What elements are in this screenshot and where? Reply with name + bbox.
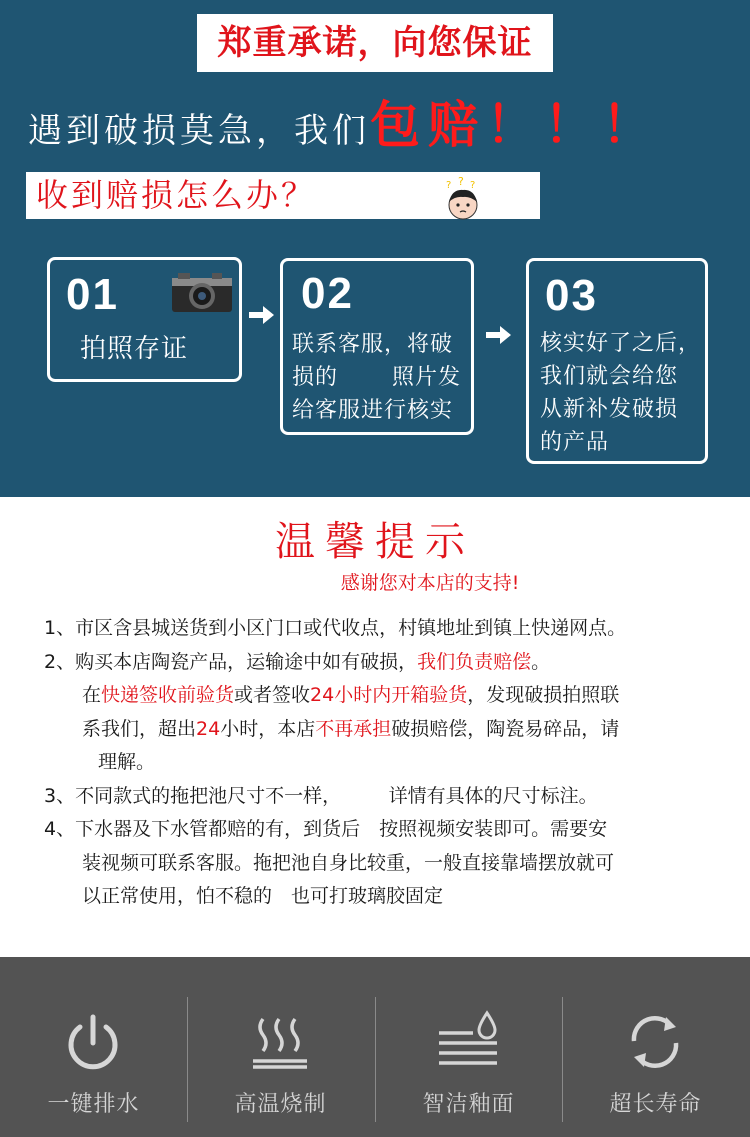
feature-lifespan (562, 957, 749, 1137)
step-1-text: 拍照存证 (80, 334, 189, 364)
tip-highlight: 我们负责赔偿 (417, 650, 532, 673)
tip-text: 小时，本店 (220, 717, 316, 740)
guarantee-banner (0, 0, 750, 497)
tip-highlight: 快递签收前验货 (101, 684, 235, 706)
arrow-right-icon (486, 325, 512, 345)
step-3-number: 03 (545, 271, 598, 320)
tip-text: 在 (82, 684, 102, 706)
tip-item-4: 4、下水器及下水管都赔的有，到货后 按照视频安装即可。需要安 (44, 818, 608, 840)
refresh-icon (620, 1007, 690, 1077)
tip-text: 系我们，超出 (82, 717, 197, 740)
tips-list (44, 612, 724, 914)
tip-text: 或者签收 (234, 684, 311, 706)
step-2-card (280, 258, 474, 435)
step-2-text (292, 328, 461, 427)
step-1-number: 01 (66, 270, 119, 319)
tip-highlight: 不再承担 (315, 717, 392, 740)
tip-item-2-line (44, 679, 724, 713)
tip-item-2-line: 理解。 (98, 751, 156, 773)
svg-text:?: ? (446, 180, 452, 191)
feature-bar (0, 957, 750, 1137)
step-2-number: 02 (301, 269, 354, 318)
step-3-line: 我们就会给您 (540, 364, 679, 389)
tip-text: ，发现破损拍照联 (467, 684, 620, 706)
glaze-icon (433, 1007, 503, 1077)
svg-text:?: ? (458, 176, 464, 188)
power-icon (58, 1007, 128, 1077)
feature-glaze (375, 957, 562, 1137)
step-2-line: 损的 照片发 (292, 365, 461, 390)
tip-highlight: 24 (196, 717, 221, 740)
headline-prefix: 遇到破损莫急，我们 (28, 111, 370, 151)
tip-item-1: 1、市区含县城送货到小区门口或代收点，村镇地址到镇上快递网点。 (44, 617, 627, 639)
promise-title: 郑重承诺，向您保证 (217, 23, 533, 63)
tip-text: 破损赔偿，陶瓷易碎品，请 (391, 717, 620, 740)
arrow-right-icon (249, 305, 275, 325)
promise-box (197, 14, 553, 72)
headline (28, 85, 660, 155)
step-2-line: 联系客服，将破 (292, 332, 454, 357)
feature-drain (0, 957, 187, 1137)
tip-item-4-line: 以正常使用，怕不稳的 也可打玻璃胶固定 (82, 885, 444, 907)
tip-item-4-line: 装视频可联系客服。拖把池自身比较重，一般直接靠墙摆放就可 (82, 851, 615, 874)
feature-label: 超长寿命 (609, 1092, 702, 1117)
tip-item-2-line (44, 713, 724, 747)
heat-icon (245, 1007, 315, 1077)
step-1-card (47, 257, 242, 382)
feature-firing (187, 957, 374, 1137)
feature-label: 一键排水 (47, 1092, 140, 1117)
tips-thanks: 感谢您对本店的支持! (340, 572, 520, 594)
feature-label: 智洁釉面 (422, 1092, 515, 1117)
tips-title: 温馨提示 (275, 519, 475, 565)
step-3-text (540, 327, 701, 459)
tip-item-3: 3、不同款式的拖把池尺寸不一样， 详情有具体的尺寸标注。 (44, 784, 598, 807)
headline-emphasis: 包赔！！！ (370, 96, 660, 154)
tip-item-2 (44, 646, 724, 680)
step-3-line: 核实好了之后， (540, 331, 702, 356)
question-text: 收到赔损怎么办？ (36, 176, 317, 214)
camera-icon (170, 270, 234, 314)
tip-text: 2、购买本店陶瓷产品，运输途中如有破损， (44, 650, 418, 673)
feature-label: 高温烧制 (234, 1092, 327, 1117)
svg-text:?: ? (470, 180, 476, 191)
step-3-card (526, 258, 708, 464)
step-2-line: 给客服进行核实 (292, 398, 454, 423)
step-3-line: 的产品 (540, 430, 610, 455)
step-3-line: 从新补发破损 (540, 397, 679, 422)
tip-highlight: 24小时内开箱验货 (310, 684, 468, 706)
confused-face-icon (440, 176, 486, 222)
tip-text: 。 (531, 650, 551, 673)
